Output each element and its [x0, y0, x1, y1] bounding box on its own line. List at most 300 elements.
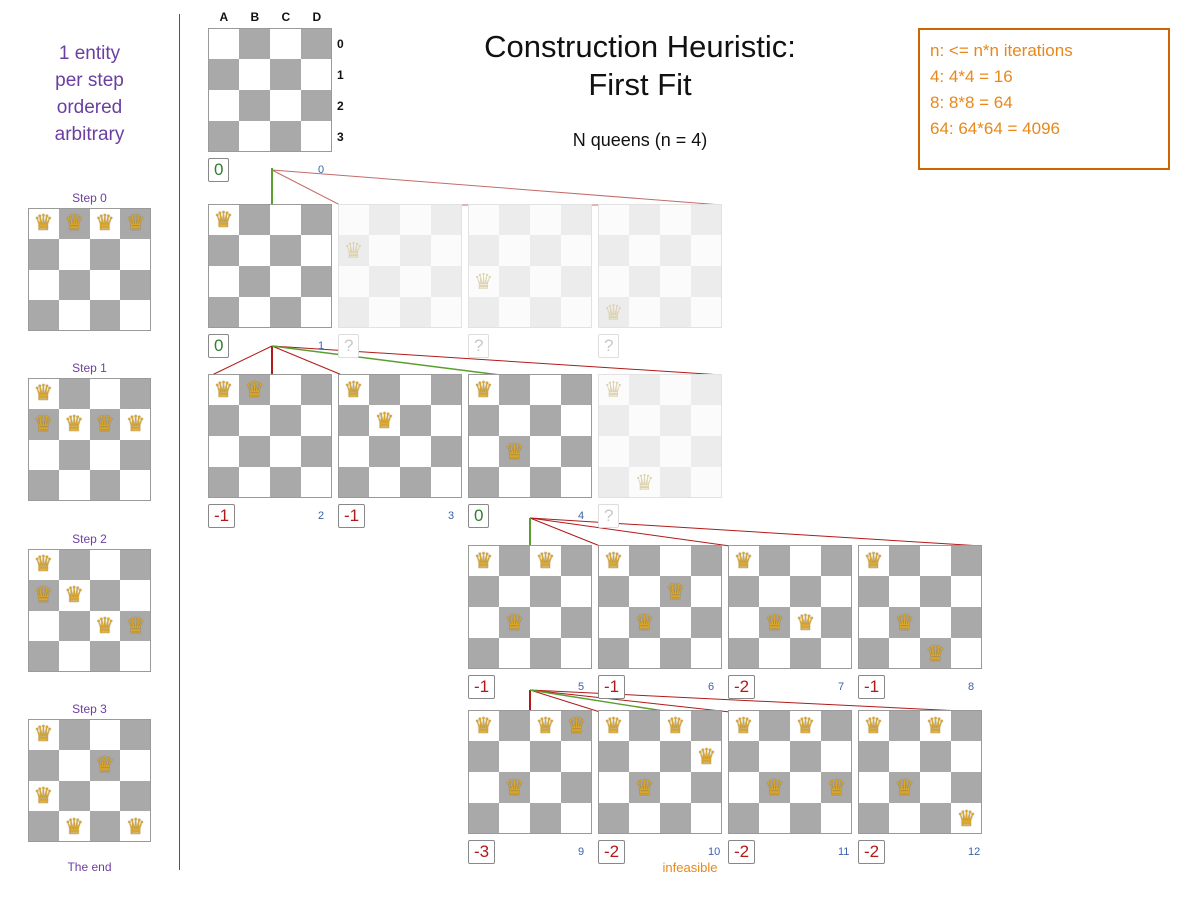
queen-piece: ♛	[33, 582, 54, 608]
board-cell	[728, 772, 759, 803]
board-cell	[821, 710, 852, 741]
board-cell	[561, 235, 592, 266]
chessboard[interactable]	[468, 374, 592, 498]
node-index: 7	[838, 681, 845, 693]
board-cell	[270, 59, 301, 90]
end-label: The end	[67, 860, 112, 874]
board-cell	[858, 803, 889, 834]
file-label-d: D	[312, 10, 322, 24]
board-cell	[90, 440, 121, 471]
board-cell	[530, 436, 561, 467]
board-cell	[28, 440, 59, 471]
board-cell	[468, 607, 499, 638]
chessboard[interactable]	[468, 545, 592, 669]
board-cell	[561, 204, 592, 235]
board-cell	[821, 803, 852, 834]
board-cell	[28, 300, 59, 331]
chessboard[interactable]	[598, 545, 722, 669]
queen-piece: ♛	[696, 743, 717, 769]
rank-label-2: 2	[337, 98, 344, 113]
board-cell	[759, 638, 790, 669]
mini-board-step-3	[28, 719, 151, 842]
chessboard[interactable]	[598, 710, 722, 834]
board-cell	[660, 741, 691, 772]
board-cell	[561, 266, 592, 297]
page-title	[360, 28, 920, 104]
board-cell	[431, 235, 462, 266]
board-cell	[239, 59, 270, 90]
step-label-2: Step 2	[72, 532, 107, 546]
board-cell	[530, 467, 561, 498]
step-label-1: Step 1	[72, 361, 107, 375]
board-cell	[499, 710, 530, 741]
queen-piece: ♛	[473, 376, 494, 402]
chessboard[interactable]	[208, 10, 344, 152]
title-line-0: Construction Heuristic:	[484, 29, 796, 64]
board-cell	[530, 204, 561, 235]
intro-line-0: 1 entity	[58, 43, 121, 64]
board-cell	[208, 235, 239, 266]
board-cell	[728, 741, 759, 772]
queen-piece: ♛	[603, 547, 624, 573]
board-cell	[301, 90, 332, 121]
board-cell	[468, 297, 499, 328]
board-cell	[499, 297, 530, 328]
board-cell	[920, 803, 951, 834]
board-cell	[270, 297, 301, 328]
board-cell	[759, 545, 790, 576]
board-cell	[561, 576, 592, 607]
file-label-c: C	[281, 10, 291, 24]
board-cell	[59, 300, 90, 331]
chessboard[interactable]	[858, 710, 982, 834]
board-cell	[468, 741, 499, 772]
board-cell	[561, 467, 592, 498]
board-cell	[400, 405, 431, 436]
board-cell	[90, 378, 121, 409]
score-badge: -1	[338, 504, 365, 528]
board-cell	[598, 576, 629, 607]
score-badge: -2	[858, 840, 885, 864]
board-cell	[660, 374, 691, 405]
board-cell	[301, 204, 332, 235]
queen-piece: ♛	[925, 640, 946, 666]
board-cell	[951, 576, 982, 607]
file-label-b: B	[250, 10, 260, 24]
board-cell	[28, 270, 59, 301]
board-cell	[951, 741, 982, 772]
board-cell	[821, 741, 852, 772]
legend-line-3: 64: 64*64 = 4096	[930, 119, 1060, 138]
queen-piece: ♛	[343, 376, 364, 402]
board-cell	[120, 641, 151, 672]
queen-piece: ♛	[95, 210, 115, 236]
queen-piece: ♛	[473, 547, 494, 573]
board-cell	[239, 28, 270, 59]
board-cell	[208, 436, 239, 467]
chessboard[interactable]	[728, 545, 852, 669]
board-cell	[759, 710, 790, 741]
board-cell	[821, 545, 852, 576]
board-cell	[369, 436, 400, 467]
board-cell	[431, 266, 462, 297]
board-cell	[270, 436, 301, 467]
board-cell	[629, 235, 660, 266]
board-cell	[369, 467, 400, 498]
board-cell	[858, 576, 889, 607]
board-cell	[530, 266, 561, 297]
queen-piece: ♛	[795, 712, 816, 738]
node-index: 9	[578, 846, 585, 858]
board-cell	[468, 436, 499, 467]
queen-piece: ♛	[795, 609, 816, 635]
intro-line-3: arbitrary	[54, 124, 125, 145]
board-cell	[369, 204, 400, 235]
chessboard[interactable]	[468, 710, 592, 834]
queen-piece: ♛	[244, 376, 265, 402]
board-cell	[660, 235, 691, 266]
board-cell	[598, 607, 629, 638]
board-cell	[858, 638, 889, 669]
board-cell	[208, 90, 239, 121]
board-cell	[530, 638, 561, 669]
board-cell	[951, 607, 982, 638]
board-cell	[790, 545, 821, 576]
chessboard[interactable]	[728, 710, 852, 834]
page-subtitle: N queens (n = 4)	[572, 130, 708, 150]
board-cell	[208, 297, 239, 328]
board-cell	[431, 374, 462, 405]
board-cell	[90, 549, 121, 580]
legend-line-2: 8: 8*8 = 64	[930, 93, 1013, 112]
queen-piece: ♛	[95, 411, 115, 437]
board-cell	[369, 297, 400, 328]
board-cell	[90, 719, 121, 750]
board-cell	[728, 803, 759, 834]
board-cell	[28, 811, 59, 842]
board-cell	[338, 297, 369, 328]
intro-line-2: ordered	[56, 97, 123, 118]
board-cell	[920, 772, 951, 803]
queen-piece: ♛	[603, 712, 624, 738]
board-cell	[691, 235, 722, 266]
queen-piece: ♛	[925, 712, 946, 738]
board-cell	[691, 374, 722, 405]
score-badge: 0	[208, 158, 229, 182]
board-cell	[28, 641, 59, 672]
queen-piece: ♛	[603, 299, 624, 325]
node-index: 1	[318, 340, 325, 352]
board-cell	[338, 405, 369, 436]
board-cell	[239, 204, 270, 235]
board-cell	[431, 297, 462, 328]
board-cell	[598, 741, 629, 772]
queen-piece: ♛	[863, 712, 884, 738]
queen-piece: ♛	[764, 609, 785, 635]
score-badge: -1	[598, 675, 625, 699]
board-cell	[530, 374, 561, 405]
node-index: 6	[708, 681, 715, 693]
board-cell	[691, 467, 722, 498]
board-cell	[889, 741, 920, 772]
board-cell	[598, 467, 629, 498]
board-cell	[120, 378, 151, 409]
board-cell	[400, 467, 431, 498]
score-badge: ?	[468, 334, 489, 358]
board-cell	[629, 638, 660, 669]
queen-piece: ♛	[33, 210, 54, 236]
title-line-1: First Fit	[588, 67, 692, 102]
board-cell	[629, 803, 660, 834]
board-cell	[120, 300, 151, 331]
board-cell	[858, 772, 889, 803]
board-cell	[400, 266, 431, 297]
board-cell	[301, 235, 332, 266]
board-cell	[338, 204, 369, 235]
board-cell	[561, 638, 592, 669]
board-cell	[468, 405, 499, 436]
board-cell	[858, 607, 889, 638]
queen-piece: ♛	[125, 813, 146, 839]
infeasible-note: infeasible	[662, 860, 718, 875]
queen-piece: ♛	[733, 547, 754, 573]
board-cell	[889, 576, 920, 607]
board-cell	[951, 710, 982, 741]
board-cell	[951, 772, 982, 803]
chessboard[interactable]	[338, 374, 462, 498]
board-cell	[691, 576, 722, 607]
queen-piece: ♛	[374, 407, 395, 433]
vertical-divider	[179, 14, 180, 870]
queen-piece: ♛	[634, 609, 655, 635]
board-cell	[660, 803, 691, 834]
score-badge: -3	[468, 840, 495, 864]
board-cell	[660, 405, 691, 436]
board-cell	[28, 470, 59, 501]
queen-piece: ♛	[33, 782, 54, 808]
board-cell	[691, 297, 722, 328]
board-cell	[120, 549, 151, 580]
score-badge: -1	[858, 675, 885, 699]
board-cell	[598, 436, 629, 467]
board-cell	[691, 266, 722, 297]
board-cell	[790, 741, 821, 772]
board-cell	[499, 235, 530, 266]
intro-text	[0, 40, 179, 148]
board-cell	[28, 750, 59, 781]
board-cell	[499, 374, 530, 405]
board-cell	[660, 545, 691, 576]
queen-piece: ♛	[733, 712, 754, 738]
board-cell	[660, 607, 691, 638]
board-cell	[431, 436, 462, 467]
board-cell	[208, 467, 239, 498]
board-cell	[660, 467, 691, 498]
queen-piece: ♛	[535, 712, 556, 738]
board-cell	[530, 405, 561, 436]
board-cell	[90, 300, 121, 331]
board-cell	[239, 235, 270, 266]
board-cell	[561, 741, 592, 772]
board-cell	[629, 436, 660, 467]
chessboard[interactable]	[858, 545, 982, 669]
board-cell	[499, 803, 530, 834]
queen-piece: ♛	[125, 612, 146, 638]
board-cell	[598, 405, 629, 436]
queen-piece: ♛	[64, 411, 84, 437]
board-cell	[691, 436, 722, 467]
score-badge: 0	[468, 504, 489, 528]
mini-board-step-2	[28, 549, 151, 672]
board-cell	[239, 405, 270, 436]
score-badge: ?	[598, 504, 619, 528]
board-cell	[499, 545, 530, 576]
board-cell	[338, 467, 369, 498]
board-cell	[889, 803, 920, 834]
queen-piece: ♛	[213, 206, 234, 232]
board-cell	[270, 204, 301, 235]
board-cell	[598, 772, 629, 803]
board-cell	[90, 781, 121, 812]
board-cell	[728, 607, 759, 638]
node-index: 10	[708, 846, 721, 858]
board-cell	[561, 545, 592, 576]
board-cell	[499, 266, 530, 297]
chessboard[interactable]	[468, 204, 592, 328]
board-cell	[301, 297, 332, 328]
board-cell	[660, 266, 691, 297]
queen-piece: ♛	[125, 210, 146, 236]
board-cell	[691, 545, 722, 576]
board-cell	[889, 545, 920, 576]
node-index: 12	[968, 846, 981, 858]
board-cell	[691, 803, 722, 834]
board-cell	[561, 297, 592, 328]
board-cell	[270, 374, 301, 405]
queen-piece: ♛	[764, 774, 785, 800]
board-cell	[468, 772, 499, 803]
board-cell	[660, 204, 691, 235]
board-cell	[28, 239, 59, 270]
chessboard[interactable]	[598, 374, 722, 498]
rank-label-3: 3	[337, 129, 344, 144]
board-cell	[431, 467, 462, 498]
queen-piece: ♛	[473, 712, 494, 738]
node-index: 4	[578, 510, 585, 522]
board-cell	[400, 374, 431, 405]
board-cell	[239, 436, 270, 467]
board-cell	[629, 405, 660, 436]
board-cell	[239, 90, 270, 121]
board-cell	[208, 266, 239, 297]
board-cell	[301, 374, 332, 405]
board-cell	[530, 576, 561, 607]
board-cell	[90, 470, 121, 501]
node-index: 11	[838, 846, 850, 858]
board-cell	[400, 436, 431, 467]
board-cell	[759, 576, 790, 607]
board-cell	[239, 467, 270, 498]
board-cell	[239, 266, 270, 297]
board-cell	[790, 803, 821, 834]
score-badge: -1	[468, 675, 495, 699]
board-cell	[759, 741, 790, 772]
board-cell	[691, 405, 722, 436]
board-cell	[691, 204, 722, 235]
board-cell	[400, 235, 431, 266]
board-cell	[468, 638, 499, 669]
score-badge: -2	[728, 675, 755, 699]
chessboard[interactable]	[598, 204, 722, 328]
board-cell	[629, 297, 660, 328]
board-cell	[790, 772, 821, 803]
board-cell	[59, 549, 90, 580]
left-panel	[0, 0, 179, 900]
board-cell	[499, 204, 530, 235]
board-cell	[120, 719, 151, 750]
rank-label-1: 1	[337, 67, 344, 82]
queen-piece: ♛	[665, 578, 686, 604]
chessboard[interactable]	[338, 204, 462, 328]
board-cell	[530, 607, 561, 638]
board-cell	[369, 235, 400, 266]
board-cell	[728, 576, 759, 607]
chessboard[interactable]	[208, 204, 332, 328]
chessboard[interactable]	[208, 374, 332, 498]
queen-piece: ♛	[665, 712, 686, 738]
queen-piece: ♛	[33, 721, 54, 747]
board-cell	[468, 204, 499, 235]
node-index: 8	[968, 681, 975, 693]
board-cell	[120, 781, 151, 812]
board-cell	[239, 297, 270, 328]
board-cell	[660, 297, 691, 328]
board-cell	[28, 611, 59, 642]
board-cell	[59, 719, 90, 750]
board-cell	[208, 28, 239, 59]
board-cell	[629, 266, 660, 297]
queen-piece: ♛	[125, 411, 146, 437]
queen-piece: ♛	[343, 237, 364, 263]
score-badge: ?	[598, 334, 619, 358]
board-cell	[338, 266, 369, 297]
board-cell	[499, 576, 530, 607]
queen-piece: ♛	[634, 774, 655, 800]
board-cell	[920, 607, 951, 638]
board-cell	[270, 90, 301, 121]
board-cell	[561, 436, 592, 467]
queen-piece: ♛	[64, 210, 84, 236]
board-cell	[208, 59, 239, 90]
board-cell	[468, 467, 499, 498]
board-cell	[499, 405, 530, 436]
board-cell	[239, 121, 270, 152]
board-cell	[301, 467, 332, 498]
board-cell	[369, 266, 400, 297]
queen-piece: ♛	[535, 547, 556, 573]
board-cell	[920, 545, 951, 576]
board-cell	[790, 576, 821, 607]
board-cell	[629, 576, 660, 607]
board-cell	[821, 638, 852, 669]
queen-piece: ♛	[64, 813, 84, 839]
board-cell	[208, 121, 239, 152]
board-cell	[59, 750, 90, 781]
board-cell	[530, 297, 561, 328]
node-index: 0	[318, 164, 325, 176]
board-cell	[468, 576, 499, 607]
intro-line-1: per step	[55, 70, 124, 91]
